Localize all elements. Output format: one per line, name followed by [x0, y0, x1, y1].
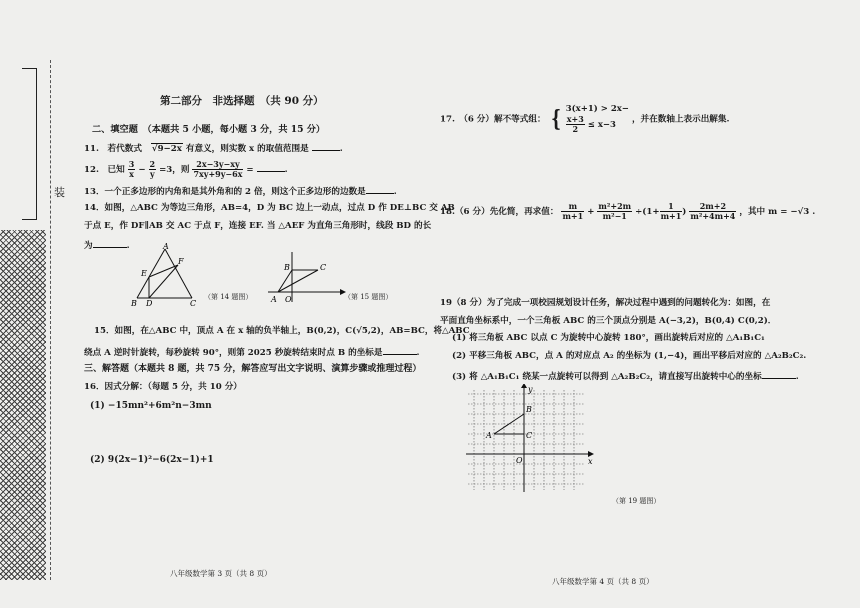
q19-answer-blank[interactable]: [762, 370, 796, 379]
q12-f1-num: 3: [128, 159, 135, 169]
q18-term-2: [597, 202, 632, 221]
fig14-label-d: D: [146, 299, 153, 308]
fig14-label-e: E: [141, 269, 147, 278]
q12-f2-den: y: [149, 169, 155, 179]
fig19-label-x: x: [588, 457, 593, 466]
q17-inequality-2-rest: ≤ x−3: [587, 120, 616, 130]
question-11: 11. 若代数式 √9−2x 有意义，则实数 x 的取值范围是 .: [84, 144, 343, 154]
footer-page-3: 八年级数学第 3 页（共 8 页）: [170, 569, 272, 578]
figure-15-caption: （第 15 题图）: [344, 293, 393, 301]
question-15-line-1: 15．如图，在△ABC 中，顶点 A 在 x 轴的负半轴上，B(0,2)，C(√5,2)，AB=BC，将△ABC: [94, 326, 470, 336]
q18-t4-den: m²+4m+4: [690, 211, 736, 221]
q18-t2-den: m²−1: [602, 211, 627, 221]
part-title: 第二部分 非选择题 （共 90 分）: [160, 95, 324, 107]
q19-part3-text: (3) 将 △A₁B₁C₁ 绕某一点旋转可以得到 △A₂B₂C₂，请直接写出旋转中心的坐标: [452, 372, 762, 382]
q18-t1-den: m+1: [562, 211, 584, 221]
q17-brace: {: [550, 106, 561, 132]
binding-box: [22, 68, 37, 220]
q11-radicand: 9−2x: [157, 144, 182, 154]
fig14-label-a: A: [163, 242, 169, 251]
q12-prefix: 12. 已知: [84, 165, 125, 175]
figure-15: [268, 252, 348, 310]
q18-t4-num: 2m+2: [689, 202, 736, 212]
q18-term-3: [660, 202, 683, 221]
footer-page-4: 八年级数学第 4 页（共 8 页）: [552, 577, 654, 586]
q14-line3-text: 为: [84, 241, 93, 251]
fig14-label-c: C: [190, 299, 197, 308]
question-15-line-2: 绕点 A 逆时针旋转，每秒旋转 90°，则第 2025 秒旋转结束时点 B 的坐标是 .: [84, 348, 420, 358]
section-answer-heading: 三、解答题（本题共 8 题，共 75 分，解答应写出文字说明、演算步骤或推理过程）: [84, 364, 422, 374]
q18-t3-num: 1: [660, 202, 683, 212]
question-14-line-2: 于点 E，作 DF∥AB 交 AC 于点 F，连接 EF. 当 △AEF 为直角三角形时，线段 BD 的长: [84, 221, 432, 231]
fig14-segment-ef: [149, 265, 178, 277]
q17-frac-num: x+3: [566, 114, 584, 124]
q17-inequality-2: [566, 115, 629, 134]
question-16: 16．因式分解：（每题 5 分，共 10 分）: [84, 382, 242, 392]
q12-end: =: [246, 165, 254, 175]
q12-mid: =3，则: [159, 165, 190, 175]
question-14-line-3: 为 .: [84, 241, 130, 251]
q13-answer-blank[interactable]: [366, 185, 394, 194]
q18-term-1: [561, 202, 584, 221]
question-12: 12. 已知 $\frac{3}{x}$ − $\frac{2}{y}$ =3，则 $\frac{2x-3y-xy}{7xy+9y-6x}$ = .: [84, 159, 288, 179]
q17-suffix: ，并在数轴上表示出解集.: [631, 114, 730, 125]
q17-frac-den: 2: [572, 124, 579, 134]
fig15-label-b: B: [284, 263, 290, 272]
q11-prefix: 11. 若代数式: [84, 144, 142, 154]
q15-line2-text: 绕点 A 逆时针旋转，每秒旋转 90°，则第 2025 秒旋转结束时点 B 的坐标是: [84, 348, 383, 358]
fig15-label-c: C: [320, 263, 327, 272]
fig19-label-c: C: [526, 431, 533, 440]
q18-plus: +: [587, 207, 595, 217]
fig14-label-f: F: [178, 257, 184, 266]
question-19-part-3: (3) 将 △A₁B₁C₁ 绕某一点旋转可以得到 △A₂B₂C₂，请直接写出旋转中心的坐标 .: [452, 372, 799, 382]
q12-f1-den: x: [129, 169, 134, 179]
fig19-label-b: B: [526, 405, 532, 414]
q11-radical: √9−2x: [151, 144, 182, 154]
question-19-line-2: 平面直角坐标系中，一个三角板 ABC 的三个顶点分别是 A(−3,2)，B(0,4) C(0,2)．: [440, 316, 777, 326]
question-18: [440, 202, 815, 221]
q18-prefix: 18.（6 分）先化简，再求值：: [440, 207, 559, 217]
q15-answer-blank[interactable]: [383, 346, 417, 355]
q11-answer-blank[interactable]: [312, 142, 340, 151]
q17-inequality-1: 3(x+1) > 2x−: [565, 104, 629, 114]
q17-prefix: 17. （6 分）解不等式组：: [440, 114, 546, 125]
q12-f2-num: 2: [149, 159, 156, 169]
q12-answer-blank[interactable]: [257, 163, 285, 172]
binding-mark: 装: [54, 186, 65, 199]
q17-system: [566, 104, 629, 134]
q12-f3-den: 7xy+9y−6x: [193, 169, 243, 179]
question-17: [440, 104, 729, 134]
q11-suffix: 有意义，则实数 x 的取值范围是: [185, 144, 309, 154]
q13-text: 13．一个正多边形的内角和是其外角和的 2 倍，则这个正多边形的边数是: [84, 187, 366, 197]
q18-t1-num: m: [561, 202, 584, 212]
fig15-label-a: A: [271, 295, 277, 304]
fig15-label-o: O: [285, 295, 292, 304]
figure-14-caption: （第 14 题图）: [204, 293, 253, 301]
q12-fraction-3: [192, 160, 243, 179]
q18-t3-den: m+1: [660, 211, 682, 221]
question-19-part-2: (2) 平移三角板 ABC，点 A 的对应点 A₂ 的坐标为 (1,−4)，画出平移后对应的 △A₂B₂C₂.: [452, 351, 807, 361]
q12-fraction-2: [149, 160, 157, 179]
q18-suffix: ，其中 m = −√3 .: [739, 207, 816, 217]
q18-term-4: [689, 202, 736, 221]
figure-19: [464, 384, 596, 494]
q12-minus: −: [138, 165, 146, 175]
q18-close: ): [682, 207, 687, 217]
question-16-part-1: (1) −15mn²+6m²n−3mn: [90, 401, 212, 411]
fig19-label-y: y: [528, 385, 533, 394]
question-19-line-1: 19（8 分）为了完成一项校园规划设计任务，解决过程中遇到的问题转化为：如图，在: [440, 298, 771, 308]
q12-fraction-1: [128, 160, 136, 179]
q18-divide-open: ÷(1+: [635, 207, 660, 217]
section-fill-heading: 二、填空题 （本题共 5 小题，每小题 3 分，共 15 分）: [92, 124, 326, 135]
question-16-part-2: (2) 9(2x−1)²−6(2x−1)+1: [90, 455, 214, 465]
q12-f3-num: 2x−3y−xy: [192, 160, 243, 170]
fig19-label-a: A: [486, 431, 492, 440]
fig14-label-b: B: [131, 299, 137, 308]
figure-19-caption: （第 19 题图）: [612, 497, 661, 505]
question-14-line-1: 14．如图，△ABC 为等边三角形，AB=4，D 为 BC 边上一动点，过点 D 作 DE⊥BC 交 AB: [84, 203, 455, 213]
question-19-part-1: (1) 将三角板 ABC 以点 C 为旋转中心旋转 180°，画出旋转后对应的 △A₁B₁C₁: [452, 333, 765, 343]
fig15-side-ac: [278, 270, 318, 292]
q18-t2-num: m²+2m: [598, 201, 632, 211]
fig19-y-arrow: [521, 384, 527, 388]
fig19-label-o: O: [516, 456, 523, 465]
question-13: 13．一个正多边形的内角和是其外角和的 2 倍，则这个正多边形的边数是 .: [84, 187, 397, 197]
binding-hatch: [0, 230, 46, 580]
binding-dashed-line: [50, 60, 51, 580]
